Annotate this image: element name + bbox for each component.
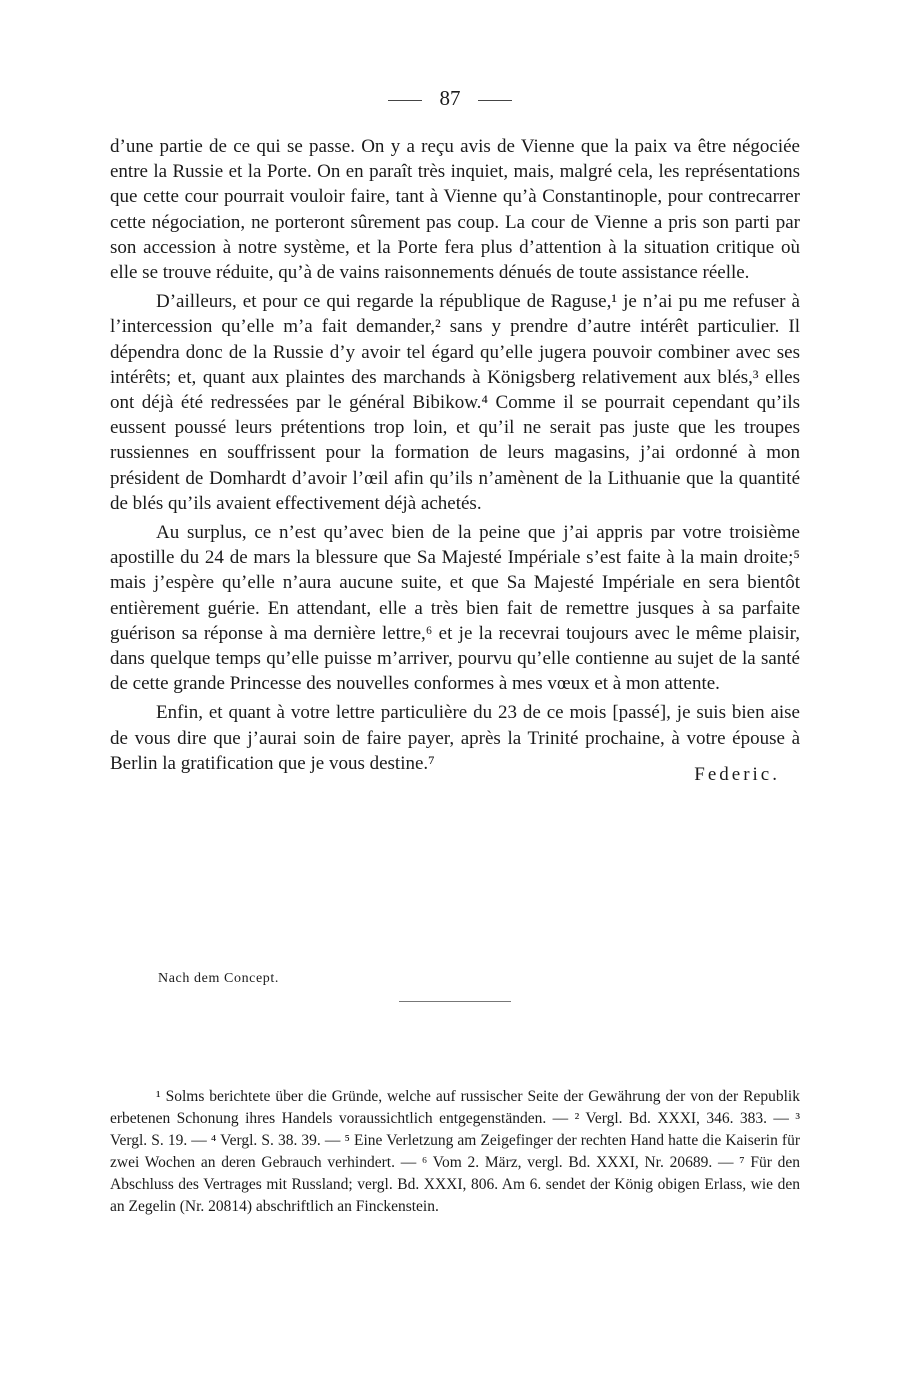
footnotes-text: ¹ Solms berichtete über die Gründe, welche auf russischer Seite der Gewährung der von der Republik erbetenen Schonung ihres Handels voraussichtlich entgegenständen. — ² Vergl. Bd. XXXI, 346. 383. — ³ Vergl. S. 19. — ⁴ Vergl. S. 38. 39. — ⁵ Eine Verletzung am Zeigefinger der rechten Hand hatte die Kaiserin für zwei Wochen an deren Gebrauch verhindert. — ⁶ Vom 2. März, vergl. Bd. XXXI, Nr. 20689. — ⁷ Für den Abschluss des Vertrages mit Russland; vergl. Bd. XXXI, 806. Am 6. sendet der König obigen Erlass, wie den an Zegelin (Nr. 20814) abschriftlich an Finckenstein.: [110, 1088, 800, 1215]
paragraph-1: d’une partie de ce qui se passe. On y a reçu avis de Vienne que la paix va être négociée entre la Russie et la Porte. On en paraît très inquiet, mais, malgré cela, les représentations que cette cour pourrait vouloir faire, tant à Vienne qu’à Constantinople, pour contrecarrer cette négociation, ne porteront sûrement pas coup. La cour de Vienne a pris son parti par son accession à notre système, et la Porte fera plus d’attention à la situation critique où elle se trouve réduite, qu’à de vains raisonnements dénués de toute assistance réelle.: [110, 136, 800, 284]
signature: Federic.: [694, 764, 780, 786]
paragraph-3: Au surplus, ce n’est qu’avec bien de la peine que j’ai appris par votre troisième apostille du 24 de mars la blessure que Sa Majesté Impériale s’est faite à la main droite;⁵ mais j’espère qu’elle n’aura aucune suite, et que Sa Majesté Impériale en sera bientôt entièrement guérie. En attendant, elle a très bien fait de remettre jusques à sa parfaite guérison sa réponse à ma dernière lettre,⁶ et je la recevrai toujours avec le même plaisir, dans quelque temps qu’elle puisse m’arriver, pourvu qu’elle contienne au sujet de la santé de cette grande Princesse des nouvelles conformes à mes vœux et à mon attente.: [110, 522, 800, 695]
footnotes: [110, 1086, 800, 1218]
paragraph-2: D’ailleurs, et pour ce qui regarde la république de Raguse,¹ je n’ai pu me refuser à l’intercession qu’elle m’a fait demander,² sans y prendre d’autre intérêt particulier. Il dépendra donc de la Russie d’y avoir tel égard qu’elle jugera pouvoir combiner avec ses intérêts; et, quant aux plaintes des marchands à Königsberg relativement aux blés,³ elles ont déjà été redressées par le général Bibikow.⁴ Comme il se pourrait cependant qu’ils eussent poussé leurs prétentions trop loin, et qu’il ne serait pas juste que les troupes russiennes en souffrissent pour la formation de leurs magasins, j’ai ordonné à mon président de Domhardt d’avoir l’œil afin qu’ils n’amènent de la Lithuanie que la quantité de blés qu’ils avaient effectivement déjà achetés.: [110, 291, 800, 514]
letter-body: [110, 134, 800, 787]
page-number: 87: [439, 86, 461, 110]
paragraph-4: Enfin, et quant à votre lettre particulière du 23 de ce mois [passé], je suis bien aise de vous dire que j’aurai soin de faire payer, après la Trinité prochaine, à votre épouse à Berlin la gratification que je vous destine.⁷: [110, 702, 800, 774]
header-rule-left: [388, 100, 422, 101]
source-note: Nach dem Concept.: [158, 971, 279, 986]
page-header: [0, 84, 900, 112]
header-rule-right: [478, 100, 512, 101]
footnote-separator: [399, 1001, 511, 1002]
